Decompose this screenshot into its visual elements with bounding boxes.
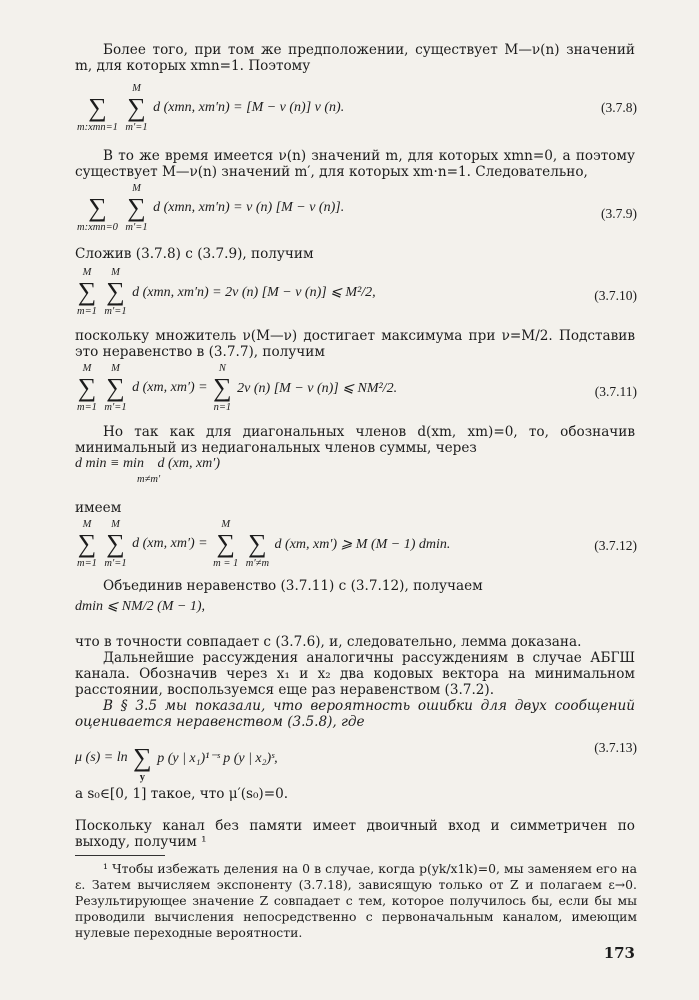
equation-number: (3.7.9) [601,206,637,221]
equation-number: (3.7.8) [601,100,637,115]
paragraph-11: а s₀∈[0, 1] такое, что μ′(s₀)=0. [75,786,289,802]
equation-3-7-9-expr: d (xmn, xm′n) = ν (n) [M − ν (n)]. [153,200,345,215]
equation-number: (3.7.11) [594,384,637,399]
page-number: 173 [603,944,635,962]
equation-number: (3.7.10) [594,288,637,303]
paragraph-9: Дальнейшие рассуждения аналогичны рассуждениям в случае АБГШ канала. Обозначив через x₁ и x₂ два кодовых вектора на минимальном расстоянии, воспользуемся еще раз неравенством (3.7.2). [75,650,635,698]
paragraph-12: Поскольку канал без памяти имеет двоичный вход и симметричен по выходу, получим ¹ [75,818,635,850]
footnote: ¹ Чтобы избежать деления на 0 в случае, когда p(yk/x1k)=0, мы заменяем его на ε. Затем вычисляем экспоненту (3.7.18), зависящую только от Z и полагаем ε→0. Результирующее значение Z совпадает с тем, которое получилось бы, если бы мы проводили вычисления непосредственно с первоначальным каналом, имеющим нулевые переходные вероятности. [75,861,637,940]
paragraph-6: имеем [75,500,122,516]
equation-3-7-13-expr: p (y | x₁)¹⁻ˢ p (y | x₂)ˢ, [157,750,278,766]
equation-3-7-11-expr: 2ν (n) [M − ν (n)] ⩽ NM²/2. [237,380,398,396]
equation-3-7-8: ∑ m:xmn=1 M ∑ m′=1 d (xmn, xm′n) = [M − ν (n)] ν (n). (3.7.8) [77,83,637,133]
paragraph-8: что в точности совпадает с (3.7.6), и, следовательно, лемма доказана. [75,634,582,650]
paragraph-2: В то же время имеется ν(n) значений m, для которых xmn=0, а поэтому существует M—ν(n) значений m′, для которых xm·n=1. Следовательно, [75,148,635,180]
paragraph-7: Объединив неравенство (3.7.11) с (3.7.12), получаем [103,578,483,594]
footnote-rule [75,855,165,856]
paragraph-10: В § 3.5 мы показали, что вероятность ошибки для двух сообщений оценивается неравенством (3.5.8), где [75,698,635,730]
equation-3-7-12: M ∑ m=1 M ∑ m′=1 d (xm, xm′) = M ∑ m = 1 ∑ m′≠m d (xm, xm′) ⩾ M (M − 1) dmin. (3.7.12) [77,519,637,569]
paragraph-5: Но так как для диагональных членов d(xm, xm)=0, то, обозначив минимальный из недиагональных членов суммы, через [75,424,635,456]
equation-3-7-9: ∑ m:xmn=0 M ∑ m′=1 d (xmn, xm′n) = ν (n) [M − ν (n)]. (3.7.9) [77,183,637,233]
equation-3-7-10-expr: d (xmn, xm′n) = 2ν (n) [M − ν (n)] ⩽ M²/2, [132,284,376,300]
paragraph-3: Сложив (3.7.8) с (3.7.9), получим [75,246,314,262]
equation-dmin-bound: dmin ⩽ NM/2 (M − 1), [75,599,206,614]
equation-dmin-definition: d min ≡ min m≠m′ d (xm, xm′) [75,456,220,485]
equation-3-7-11: M ∑ m=1 M ∑ m′=1 d (xm, xm′) = N ∑ n=1 2ν (n) [M − ν (n)] ⩽ NM²/2. (3.7.11) [77,363,637,413]
equation-number: (3.7.13) [594,740,637,755]
equation-3-7-8-expr: d (xmn, xm′n) = [M − ν (n)] ν (n). [153,100,345,115]
paragraph-1: Более того, при том же предположении, существует M—ν(n) значений m, для которых xmn=1. Поэтому [75,42,635,74]
equation-3-7-10: M ∑ m=1 M ∑ m′=1 d (xmn, xm′n) = 2ν (n) [M − ν (n)] ⩽ M²/2, (3.7.10) [77,267,637,317]
equation-number: (3.7.12) [594,538,637,553]
equation-3-7-12-expr: d (xm, xm′) ⩾ M (M − 1) dmin. [274,536,451,552]
equation-3-7-13: μ (s) = ln ∑ y p (y | x₁)¹⁻ˢ p (y | x₂)ˢ, (3.7.13) [75,740,637,783]
paragraph-4: поскольку множитель ν(M—ν) достигает максимума при ν=M/2. Подставив это неравенство в (3.7.7), получим [75,328,635,360]
